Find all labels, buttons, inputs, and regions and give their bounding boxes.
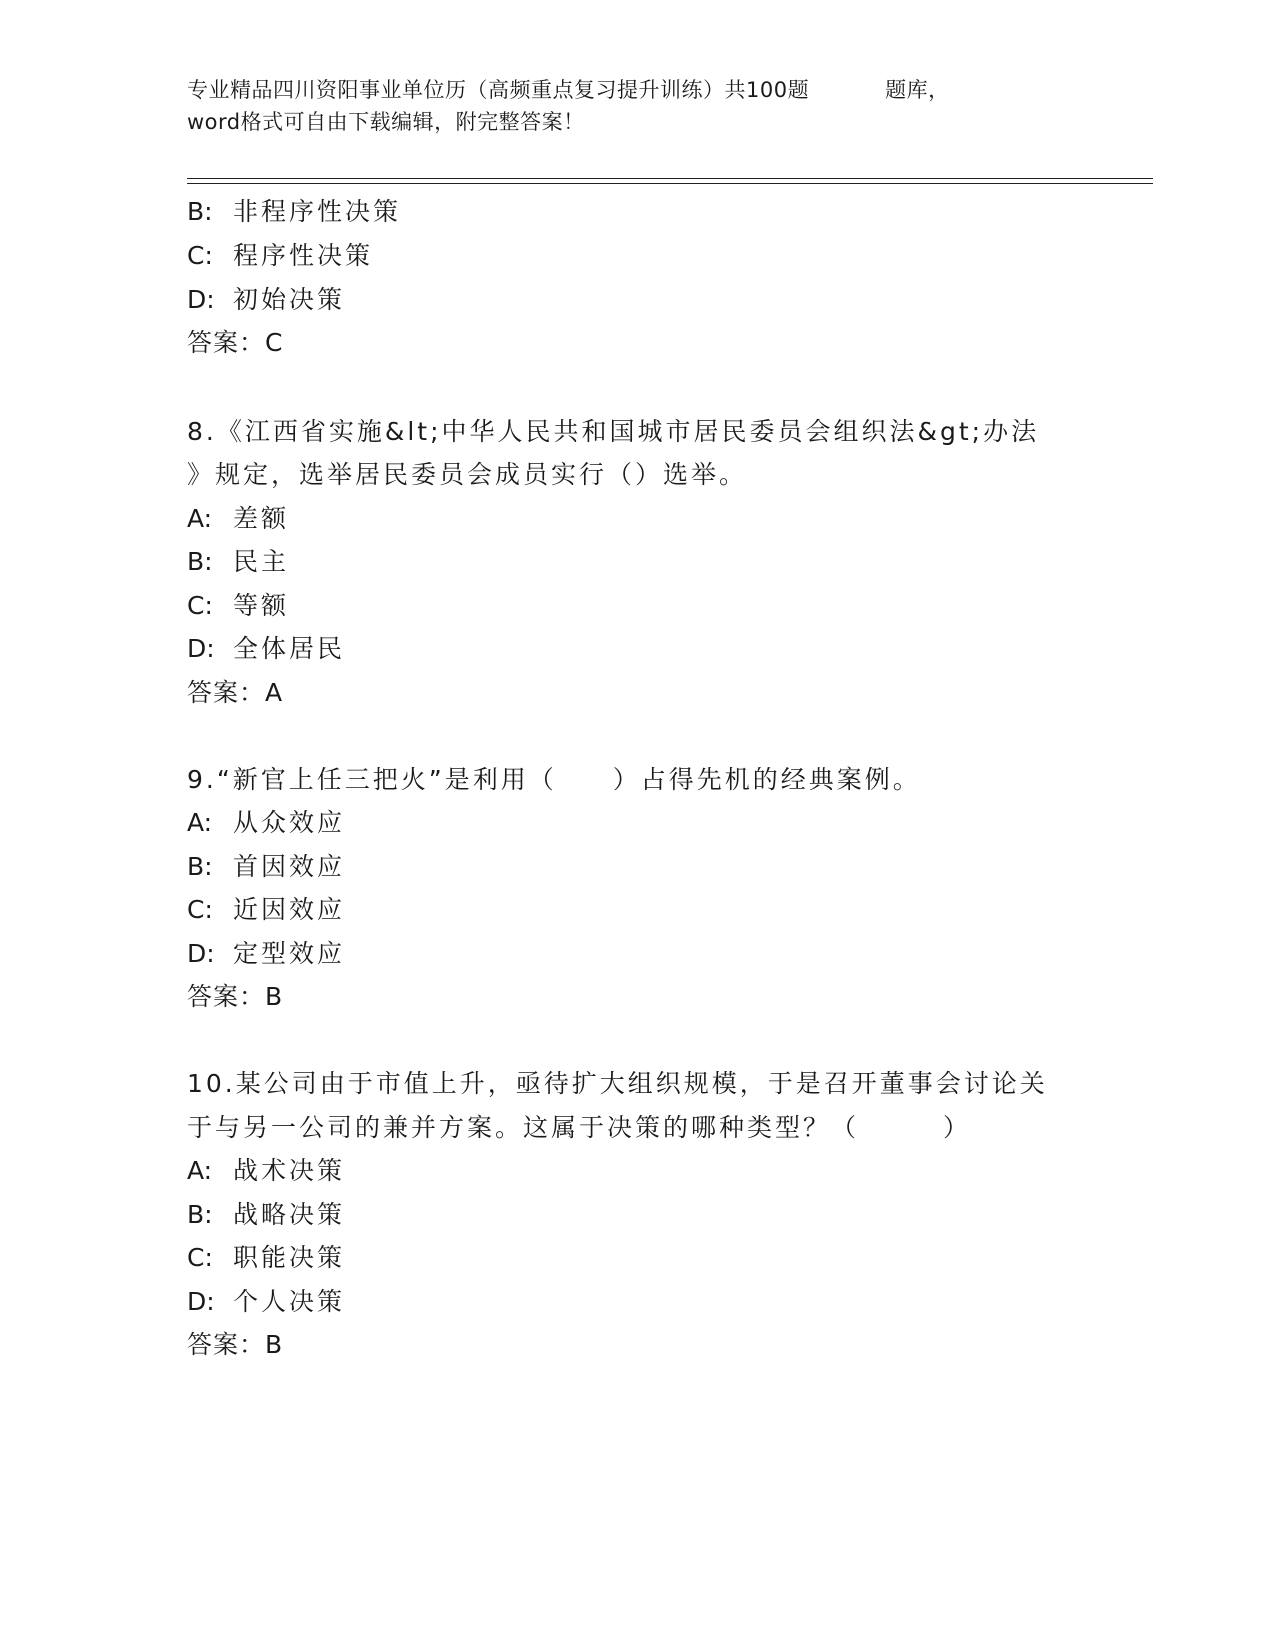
- option-key: D:: [187, 1287, 215, 1316]
- header-title: 专业精品四川资阳事业单位历（高频重点复习提升训练）共100题: [187, 78, 810, 102]
- document-header: [187, 74, 1067, 138]
- q7-answer: 答案：C: [187, 328, 284, 357]
- option-key: C:: [187, 895, 213, 924]
- option-key: D:: [187, 634, 215, 663]
- option-key: A:: [187, 808, 213, 837]
- option-text: 非程序性决策: [233, 197, 402, 226]
- option-key: C:: [187, 241, 213, 270]
- option-key: D:: [187, 939, 215, 968]
- header-line-1: [187, 74, 1067, 106]
- option-text: 个人决策: [233, 1287, 346, 1316]
- option-key: B:: [187, 197, 213, 226]
- q8-option-c: [187, 586, 289, 622]
- option-text: 战术决策: [233, 1156, 346, 1185]
- q10-stem-line-1: 10.某公司由于市值上升，亟待扩大组织规模，于是召开董事会讨论关: [187, 1069, 1048, 1098]
- q10-answer: 答案：B: [187, 1330, 284, 1359]
- option-key: A:: [187, 504, 213, 533]
- q9-option-a: [187, 803, 345, 839]
- q8-stem-line-1: 8.《江西省实施&lt;中华人民共和国城市居民委员会组织法&gt;办法: [187, 417, 1040, 446]
- option-key: C:: [187, 1243, 213, 1272]
- option-text: 从众效应: [233, 808, 346, 837]
- option-text: 等额: [233, 591, 290, 620]
- option-text: 近因效应: [233, 895, 346, 924]
- option-text: 首因效应: [233, 852, 346, 881]
- option-text: 全体居民: [233, 634, 346, 663]
- q8-option-d: [187, 629, 345, 665]
- option-text: 程序性决策: [233, 241, 374, 270]
- q10-option-d: [187, 1282, 345, 1318]
- q10-option-a: [187, 1151, 345, 1187]
- q9-option-d: [187, 934, 345, 970]
- option-key: D:: [187, 285, 215, 314]
- option-key: C:: [187, 591, 213, 620]
- q10-stem-line-2: 于与另一公司的兼并方案。这属于决策的哪种类型？（ ）: [187, 1113, 972, 1142]
- option-text: 民主: [233, 547, 290, 576]
- option-text: 差额: [233, 504, 290, 533]
- q10-option-b: [187, 1195, 345, 1231]
- q9-stem-line-1: 9.“新官上任三把火”是利用（ ）占得先机的经典案例。: [187, 765, 921, 794]
- header-divider-bottom: [187, 183, 1153, 184]
- option-text: 战略决策: [233, 1200, 346, 1229]
- q9-answer: 答案：B: [187, 982, 284, 1011]
- option-text: 初始决策: [233, 285, 346, 314]
- option-key: B:: [187, 1200, 213, 1229]
- header-title-suffix: 题库，: [885, 78, 950, 102]
- q7-option-d: [187, 280, 345, 316]
- option-text: 职能决策: [233, 1243, 346, 1272]
- q8-option-a: [187, 499, 289, 535]
- header-line-2: word格式可自由下载编辑，附完整答案！: [187, 110, 585, 134]
- header-divider-top: [187, 178, 1153, 179]
- q8-option-b: [187, 542, 289, 578]
- option-key: A:: [187, 1156, 213, 1185]
- q8-stem-line-2: 》规定，选举居民委员会成员实行（）选举。: [187, 460, 748, 489]
- option-text: 定型效应: [233, 939, 346, 968]
- q10-option-c: [187, 1238, 345, 1274]
- q9-option-c: [187, 890, 345, 926]
- q8-answer: 答案：A: [187, 678, 284, 707]
- q7-option-b: [187, 192, 401, 228]
- option-key: B:: [187, 547, 213, 576]
- q7-option-c: [187, 236, 373, 272]
- q9-option-b: [187, 847, 345, 883]
- option-key: B:: [187, 852, 213, 881]
